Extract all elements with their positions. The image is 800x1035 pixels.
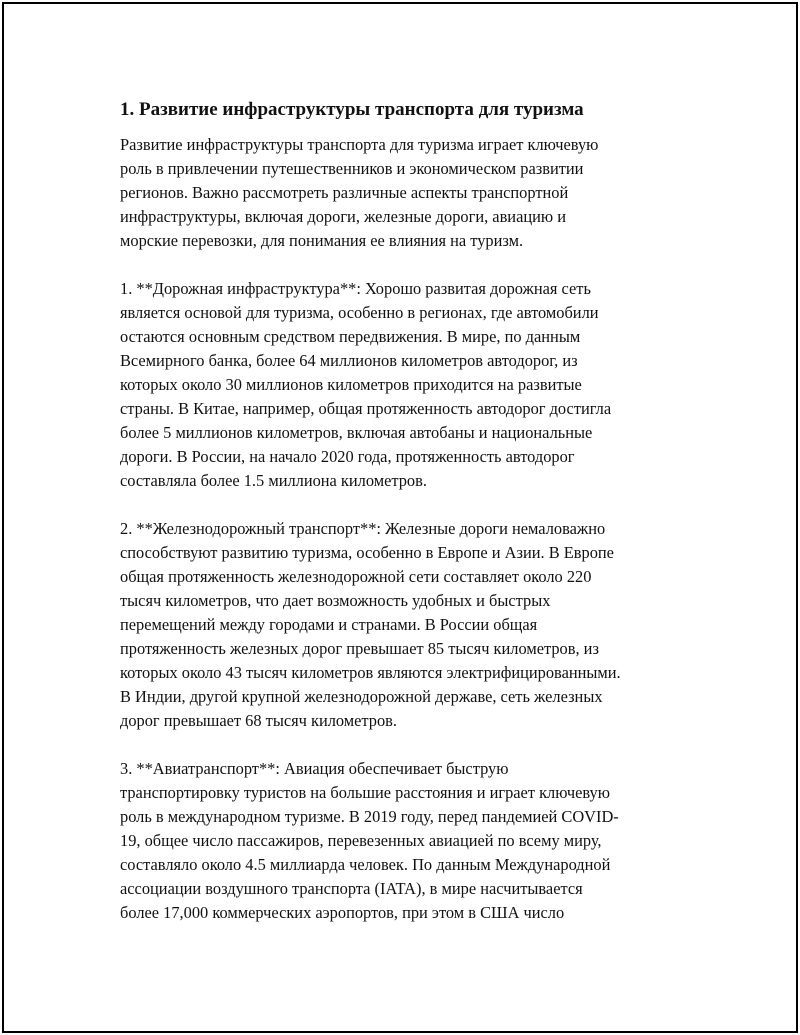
- section-heading: 1. Развитие инфраструктуры транспорта для туризма: [120, 99, 584, 120]
- paragraph-road-infrastructure: 1. **Дорожная инфраструктура**: Хорошо развитая дорожная сеть является основой для туризма, особенно в регионах, где автомобили остаются основным средством передвижения. В мире, по данным Всемирного банка, более 64 миллионов километров автодорог, из которых около 30 миллионов километров приходится на развитые страны. В Китае, например, общая протяженность автодорог достигла более 5 миллионов километров, включая автобаны и национальные дороги. В России, на начало 2020 года, протяженность автодорог составляла более 1.5 миллиона километров.: [120, 279, 612, 490]
- paragraph-air-transport: 3. **Авиатранспорт**: Авиация обеспечивает быструю транспортировку туристов на большие расстояния и играет ключевую роль в международном туризме. В 2019 году, перед пандемией COVID- 19, общее число пассажиров, перевезенных авиацией по всему миру, составляло около 4.5 миллиарда человек. По данным Международной ассоциации воздушного транспорта (IATA), в мире насчитывается более 17,000 коммерческих аэропортов, при этом в США число: [120, 759, 619, 922]
- document-body: [120, 98, 690, 949]
- document-page: [2, 2, 798, 1033]
- paragraph-railway-transport: 2. **Железнодорожный транспорт**: Железные дороги немаловажно способствуют развитию туризма, особенно в Европе и Азии. В Европе общая протяженность железнодорожной сети составляет около 220 тысяч километров, что дает возможность удобных и быстрых перемещений между городами и странами. В России общая протяженность железных дорог превышает 85 тысяч километров, из которых около 43 тысяч километров являются электрифицированными. В Индии, другой крупной железнодорожной державе, сеть железных дорог превышает 68 тысяч километров.: [120, 519, 621, 730]
- paragraph-intro: Развитие инфраструктуры транспорта для туризма играет ключевую роль в привлечении путешественников и экономическом развитии регионов. Важно рассмотреть различные аспекты транспортной инфраструктуры, включая дороги, железные дороги, авиацию и морские перевозки, для понимания ее влияния на туризм.: [120, 135, 599, 250]
